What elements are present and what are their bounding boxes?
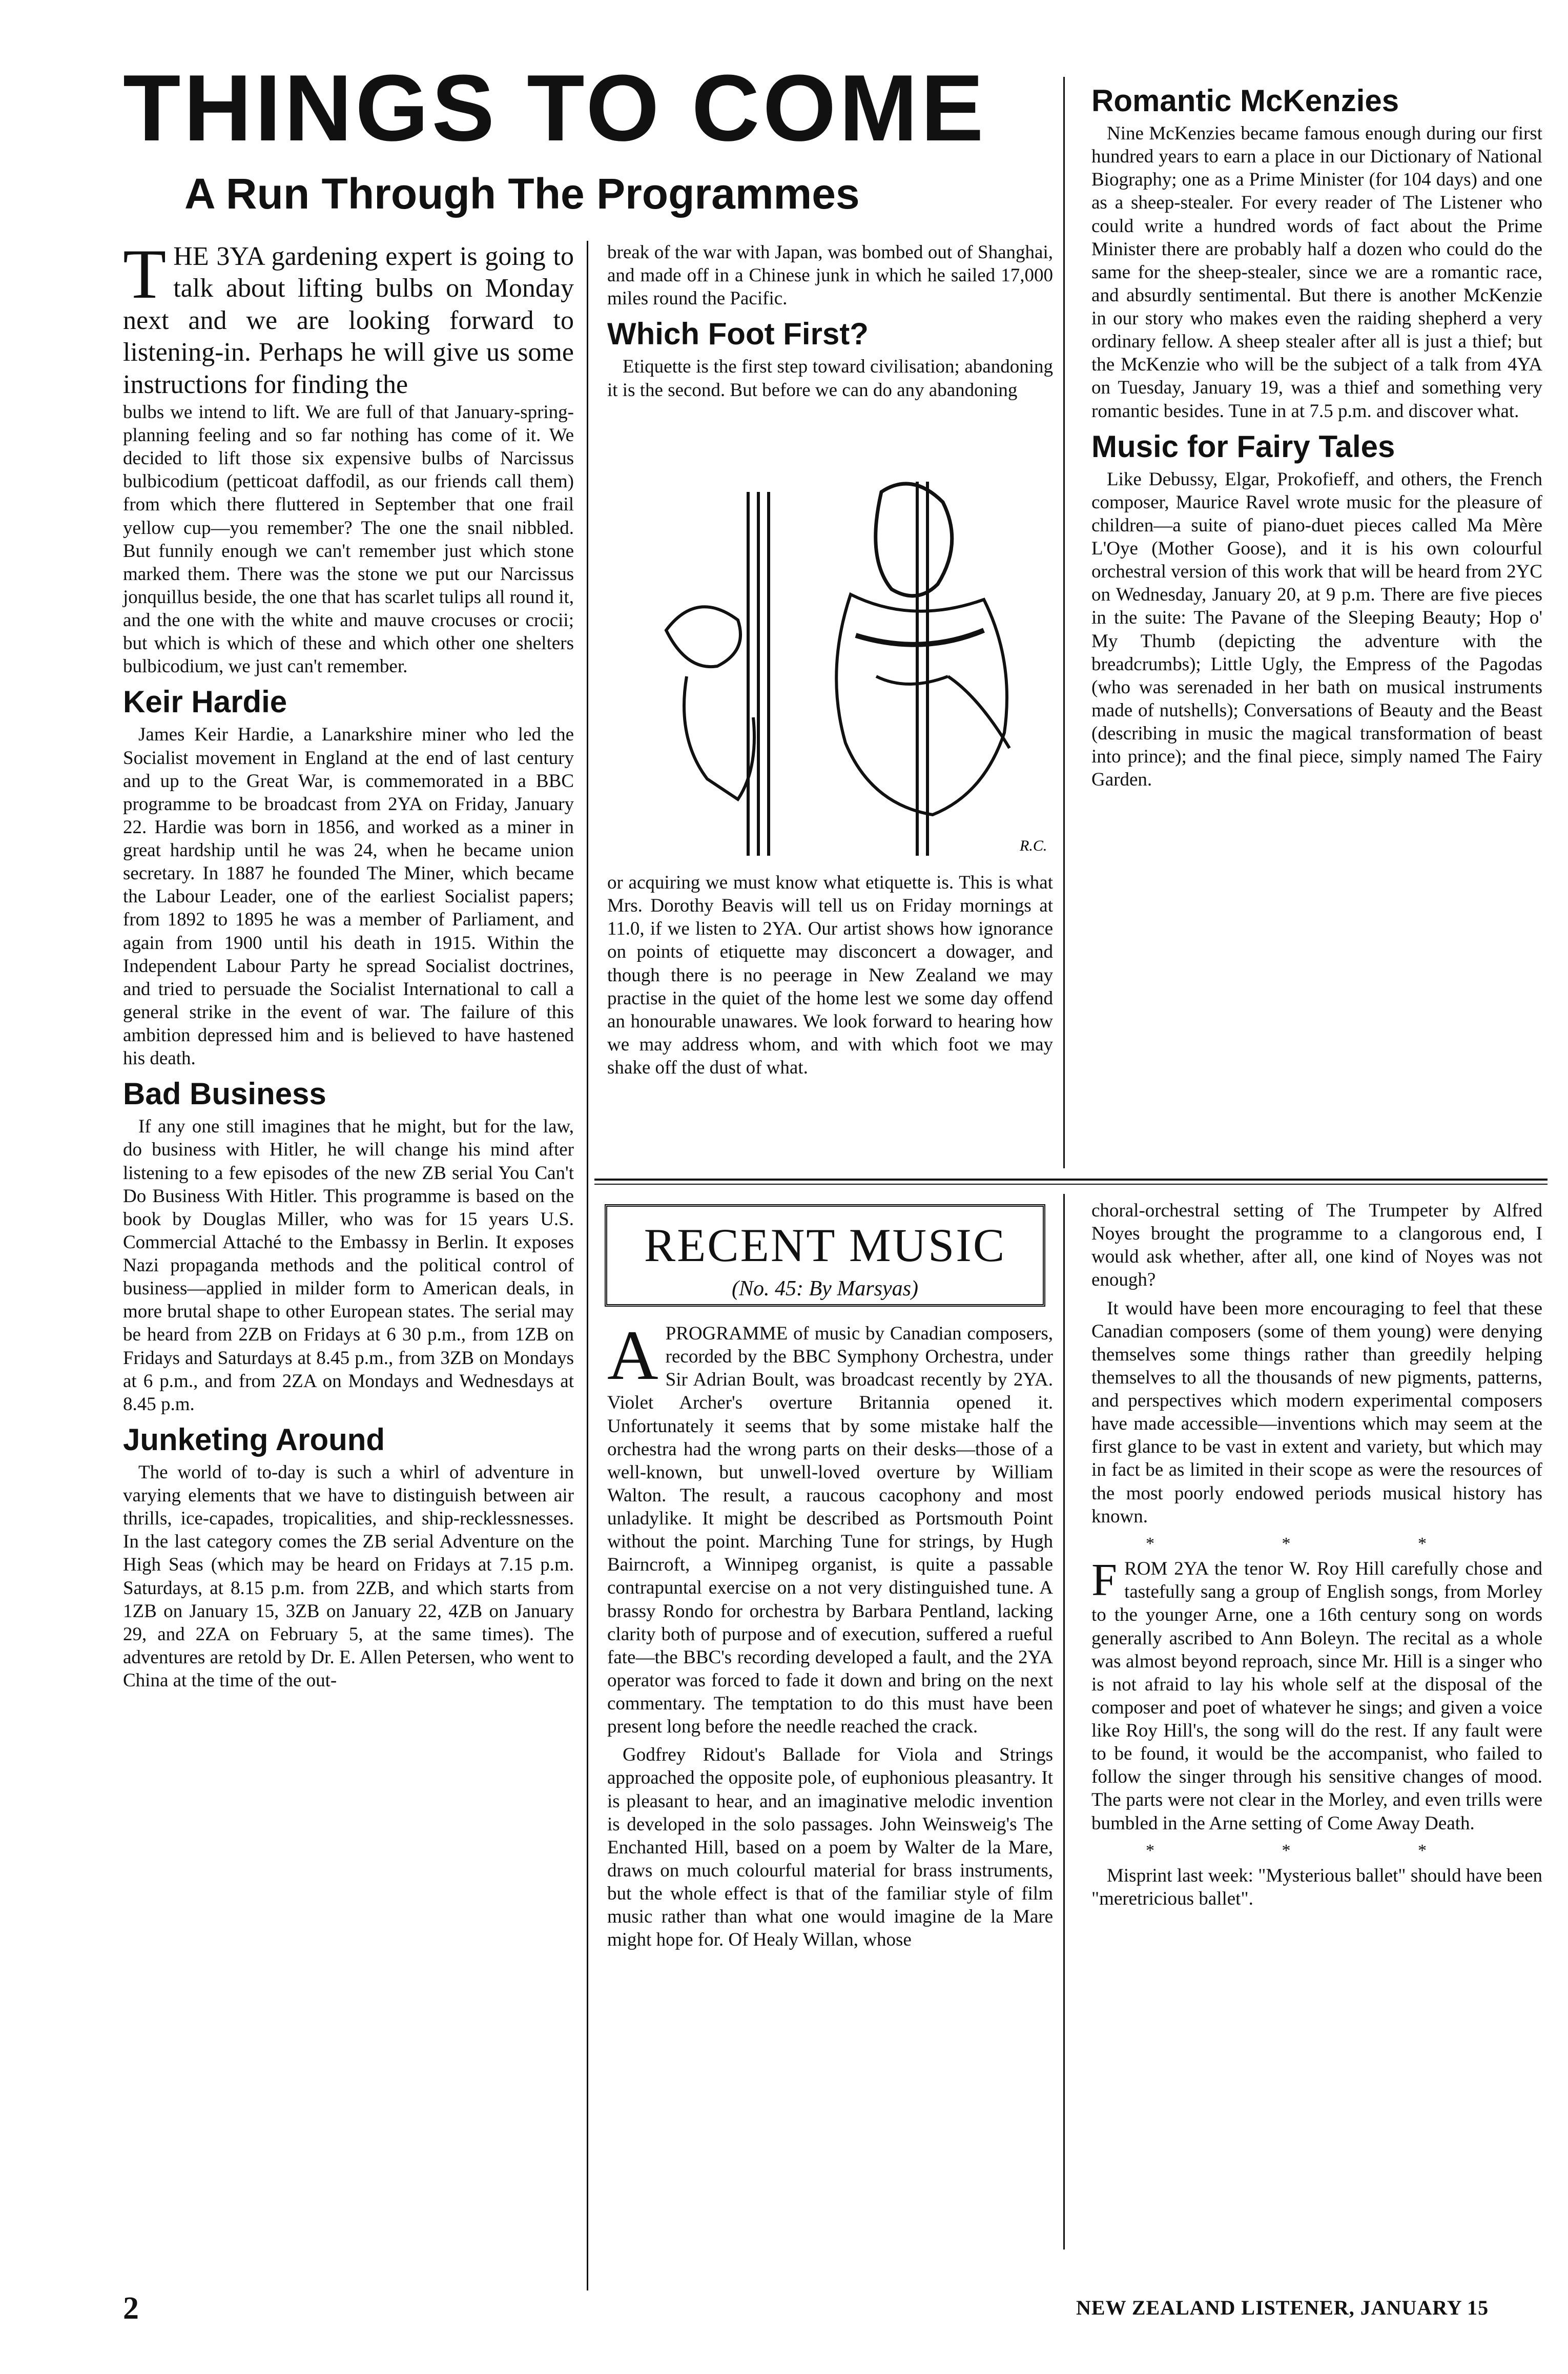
section-rule (594, 1184, 1548, 1185)
column-3 (1091, 77, 1542, 796)
etiquette-illustration (610, 461, 1050, 861)
paragraph-music-for-fairy-tales: Like Debussy, Elgar, Prokofieff, and others, the French composer, Maurice Ravel wrote music for the pleasure of children—a suite of piano-duet pieces called Ma Mère L'Oye (Mother Goose), and it is his own colourful orchestral version of this work that will be heard from 2YC on Wednesday, January 20, at 9 p.m. There are five pieces in the suite: The Pavane of the Sleeping Beauty; Hop o' My Thumb (depicting the adventure with the breadcrumbs); Little Ugly, the Empress of the Pagodas (who was serenaded in her bath on musical instruments made of nutshells); Conversations of Beauty and the Beast (describing in music the magical transformation of beast into prince); and the final piece, simply named The Fairy Garden. (1091, 468, 1542, 791)
masthead-subtitle: A Run Through The Programmes (184, 170, 860, 218)
paragraph-keir-hardie: James Keir Hardie, a Lanarkshire miner who led the Socialist movement in England at the end of last century and up to the Great War, is commemorated in a BBC programme to be broadcast from 2YA on Friday, January 22. Hardie was born in 1856, and worked as a miner in great hardship until he was 24, when he became union secretary. In 1887 he founded The Miner, which became the Labour Leader, one of the earliest Socialist papers; from 1892 to 1895 he was a member of Parliament, and again from 1900 until his death in 1915. Within the Independent Labour Party he spread Socialist doctrines, and tried to persuade the Socialist International to call a general strike in the event of war. The failure of this ambition depressed him and is believed to have hastened his death. (123, 724, 574, 1069)
recent-music-column-b (1091, 1199, 1542, 1915)
heading-bad-business: Bad Business (123, 1077, 326, 1111)
section-rule (594, 1179, 1548, 1181)
column-rule (1063, 77, 1065, 1168)
column-2 (607, 241, 1053, 407)
masthead-title: THINGS TO COME (123, 55, 987, 160)
heading-romantic-mckenzies: Romantic McKenzies (1091, 84, 1399, 118)
column-rule (587, 241, 588, 2290)
recent-music-header (605, 1204, 1045, 1307)
heading-music-for-fairy-tales: Music for Fairy Tales (1091, 429, 1395, 464)
drop-cap-a: A (607, 1316, 658, 1394)
column-rule (1063, 1194, 1065, 2249)
section-stars: * * * (1146, 1841, 1488, 1860)
column-1 (123, 235, 574, 1697)
recent-music-title: RECENT MUSIC (644, 1219, 1006, 1271)
journal-footer: NEW ZEALAND LISTENER, JANUARY 15 (1076, 2296, 1489, 2319)
intro-paragraph: bulbs we intend to lift. We are full of that January-spring-planning feeling and so far nothing has come of it. We decided to lift those six expensive bulbs of Narcissus bulbicodium (petticoat daffodil, as our friends call them) from which there fluttered in September that one frail yellow cup—you remember? The one the snail nibbled. But funnily enough we can't remember just which stone marked them. There was the stone we put our Narcissus jonquillus beside, the one that has scarlet tulips all round it, and the one with the white and mauve crocuses or crocii; but which is which of these and which other one shelters bulbicodium, we just can't remember. (123, 401, 574, 677)
cartoon-drawing (610, 461, 1050, 861)
recent-paragraph-1-text: PROGRAMME of music by Canadian composers, recorded by the BBC Symphony Orchestra, under Sir Adrian Boult, was broadcast recently by 2YA. Violet Archer's overture Britannia opened it. Unfortunately it seems that by some mistake half the orchestra had the wrong parts on their desks—those of a well-known, but unwell-loved overture by William Walton. The result, a raucous cacophony and most unladylike. It might be described as Portsmouth Point without the point. Marching Tune for strings, by Hugh Bairncroft, a Winnipeg organist, is quite a passable contrapuntal exercise on a not very distinguished tune. A brassy Rondo for orchestra by Barbara Pentland, lacking clarity both of purpose and of execution, suffered a rueful fate—the BBC's recording developed a fault, and the 2YA operator was forced to fade it down and bring on the next commentary. The temptation to do this must have been present long before the needle reached the crack. (607, 1323, 1053, 1738)
recent-music-byline: (No. 45: By Marsyas) (732, 1277, 918, 1300)
paragraph-romantic-mckenzies: Nine McKenzies became famous enough during our first hundred years to earn a place in our Dictionary of National Biography; one as a Prime Minister (for 104 days) and one as a sheep-stealer. For every reader of The Listener who could write a hundred words of fact about the Prime Minister there are probably half a dozen who could do the same for the sheep-stealer, since we are a romantic race, and absurdly sentimental. But there is another McKenzie in our story who makes even the raiding shepherd a very ordinary fellow. A sheep stealer after all is just a thief; but the McKenzie who will be the subject of a talk from 4YA on Tuesday, January 19, was a thief and something very romantic besides. Tune in at 7.5 p.m. and discover what. (1091, 123, 1542, 422)
heading-junketing-around: Junketing Around (123, 1422, 385, 1457)
lead-text: HE 3YA gardening expert is going to talk about lifting bulbs on Monday next and we are looking forward to listening-in. Perhaps he will give us some instructions for finding the (123, 242, 574, 399)
recent-paragraph-2: Godfrey Ridout's Ballade for Viola and Strings approached the opposite pole, of euphonious pleasantry. It is pleasant to hear, and an imaginative melodic invention is developed in the solo passages. John Weinsweig's The Enchanted Hill, based on a poem by Walter de la Mare, draws on much colourful material for brass instruments, but the whole effect is that of the familiar style of film music rather than what one would imagine de la Mare might hope for. Of Healy Willan, whose (607, 1744, 1053, 1951)
artist-signature: R.C. (1020, 837, 1047, 854)
recent-paragraph-5-text: ROM 2YA the tenor W. Roy Hill carefully chose and tastefully sang a group of English songs, from Morley to the younger Arne, one a 16th century song on words generally ascribed to Ann Boleyn. The recital as a whole was almost beyond reproach, since Mr. Hill is a singer who is not afraid to lay his whole self at the disposal of the composer and poet of whatever he sings; and given a voice like Roy Hill's, the song will do the rest. If any fault were to be found, it would be the accompanist, who failed to follow the singer through his sensitive changes of mood. The parts were not clear in the Morley, and even trills were bumbled in the Arne setting of Come Away Death. (1091, 1558, 1542, 1834)
lead-paragraph (123, 235, 574, 401)
recent-music-column-a (607, 1316, 1053, 1956)
column-2-lower (607, 871, 1053, 1084)
paragraph-junketing-around: The world of to-day is such a whirl of adventure in varying elements that we have to distinguish between air thrills, ice-capades, tropicalities, and ship-recklessnesses. In the last category comes the ZB serial Adventure on the High Seas (which may be heard on Fridays at 7.15 p.m. Saturdays, at 8.15 p.m. from 2ZB, and which starts from 1ZB on January 15, 3ZB on January 22, 4ZB on January 29, and 2ZA on February 5, at the same times). The adventures are retold by Dr. E. Allen Petersen, who went to China at the time of the out- (123, 1461, 574, 1691)
drop-cap: T (123, 235, 167, 313)
paragraph-bad-business: If any one still imagines that he might, but for the law, do business with Hitler, he will change his mind after listening to a few episodes of the new ZB serial You Can't Do Business With Hitler. This programme is based on the book by Douglas Miller, who was for 15 years U.S. Commercial Attaché to the Embassy in Berlin. It exposes Nazi propaganda methods and the political control of business—applied in milder form to American deals, in more brutal shape to other European states. The serial may be heard from 2ZB on Fridays at 6 30 p.m., from 1ZB on Fridays and Saturdays at 8.45 p.m., from 3ZB on Mondays at 6 p.m., and from 2ZA on Mondays and Wednesdays at 8.45 p.m. (123, 1116, 574, 1415)
heading-keir-hardie: Keir Hardie (123, 685, 287, 719)
misprint-note: Misprint last week: "Mysterious ballet" should have been "meretricious ballet". (1091, 1865, 1542, 1910)
continued-paragraph: break of the war with Japan, was bombed out of Shanghai, and made off in a Chinese junk in which he sailed 17,000 miles round the Pacific. (607, 242, 1053, 309)
recent-paragraph-1 (607, 1316, 1053, 1738)
paragraph-etiquette-b: or acquiring we must know what etiquette is. This is what Mrs. Dorothy Beavis will tell us on Friday mornings at 11.0, if we listen to 2YA. Our artist shows how ignorance on points of etiquette may disconcert a dowager, and though there is no peerage in New Zealand we may practise in the quiet of the home lest we some day offend an honourable unawares. We look forward to hearing how we may address whom, and with which foot we may shake off the dust of what. (607, 872, 1053, 1078)
section-stars: * * * (1146, 1534, 1488, 1553)
recent-paragraph-5 (1091, 1557, 1542, 1835)
heading-which-foot-first: Which Foot First? (607, 317, 869, 352)
recent-paragraph-4: It would have been more encouraging to feel that these Canadian composers (some of them young) were denying themselves some things rather than greedily helping themselves to all the thousands of new pigments, patterns, and perspectives which modern experimental composers have made accessible—inventions which may seem at the first glance to be vast in extent and variety, but which may in fact be as limited in their scope as were the resources of the most poorly endowed periods musical history has known. (1091, 1297, 1542, 1527)
paragraph-etiquette-a: Etiquette is the first step toward civilisation; abandoning it is the second. But before we can do any abandoning (607, 356, 1053, 401)
recent-paragraph-3: choral-orchestral setting of The Trumpeter by Alfred Noyes brought the programme to a clangorous end, I would ask whether, after all, one kind of Noyes was not enough? (1091, 1200, 1542, 1291)
drop-cap-f: F (1091, 1555, 1118, 1606)
page-number: 2 (123, 2291, 139, 2326)
